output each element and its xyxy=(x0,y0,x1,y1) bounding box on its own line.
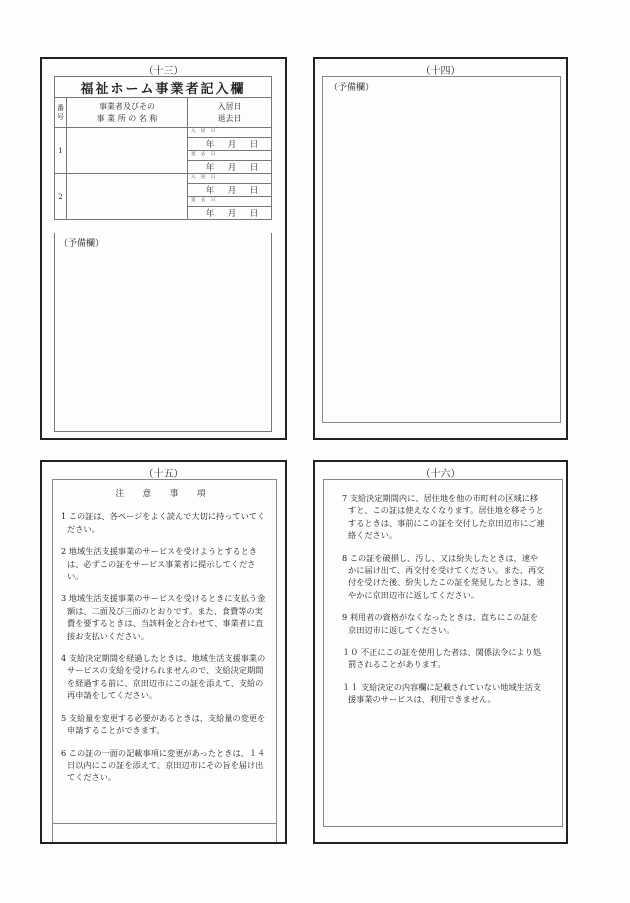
remarks-field[interactable] xyxy=(54,233,272,432)
note-item: 7 支給決定期間内に、居住地を他の市町村の区域に移すと、この証は使えなくなります。居住地を移そうとするときは、事前にこの証を交付した京田辺市にご連絡ください。 xyxy=(342,493,545,541)
page-13 xyxy=(40,57,287,440)
row-number: 1 xyxy=(55,128,67,174)
note-item: 8 この証を破損し、汚し、又は紛失したときは、速やかに届け出て、再交付を受けてください。また、再交付を受けた後、紛失したこの証を発見したときは、速やかに京田辺市に返してください。 xyxy=(342,552,545,600)
move-in-label: 入 居 日 xyxy=(188,174,272,184)
move-out-label: 退 去 日 xyxy=(188,197,272,207)
page-number: （十六） xyxy=(420,469,461,480)
note-item: 6 この証の一面の記載事項に変更があったときは、１４日以内にこの証を添えて、京田辺市にその旨を届け出てください。 xyxy=(61,747,266,783)
move-in-date-field[interactable]: 年 月 日 xyxy=(188,138,272,151)
provider-name-field[interactable] xyxy=(67,174,188,220)
move-in-label: 入 居 日 xyxy=(188,128,272,138)
note-item: 4 支給決定期間を経過したときは、地域生活支援事業のサービスの支給を受けられませんので、支給決定期間を経過する前に、京田辺市にこの証を添えて、支給の再申請をしてください。 xyxy=(61,653,266,701)
page-15 xyxy=(40,460,287,844)
note-item: １１ 支給決定の内容欄に記載されていない地域生活支援事業のサービスは、利用できません。 xyxy=(342,681,542,705)
move-out-label: 退 去 日 xyxy=(188,151,272,161)
note-item: 5 支給量を変更する必要があるときは、支給量の変更を申請することができます。 xyxy=(61,712,266,736)
page-number: （十五） xyxy=(143,469,184,480)
note-item: 1 この証は、各ページをよく読んで大切に持っていてください。 xyxy=(61,511,266,534)
notes-box xyxy=(323,479,563,827)
row-number: 2 xyxy=(55,174,67,220)
move-in-date-field[interactable]: 年 月 日 xyxy=(188,184,272,197)
note-item: 9 利用者の資格がなくなったときは、直ちにこの証を京田辺市に返してください。 xyxy=(342,612,539,635)
page-number: （十四） xyxy=(420,66,461,77)
notes-title: 注 意 事 項 xyxy=(115,489,214,499)
remarks-field[interactable] xyxy=(322,76,561,423)
remarks-label: （予備欄） xyxy=(329,83,375,93)
page-16 xyxy=(313,460,568,844)
welfare-home-provider-table xyxy=(54,76,272,220)
page-number: （十三） xyxy=(143,66,184,77)
note-item: １０ 不正にこの証を使用した者は、関係法令により処罰されることがあります。 xyxy=(342,647,542,670)
move-out-date-field[interactable]: 年 月 日 xyxy=(188,207,272,220)
note-item: 3 地域生活支援事業のサービスを受けるときに支払う金額は、二面及び三面のとおりです。また、食費等の実費を要するときは、当該料金と合わせて、事業者に直接お支払いください。 xyxy=(61,593,266,641)
move-out-date-field[interactable]: 年 月 日 xyxy=(188,161,272,174)
column-header-provider-name: 事業者及びその 事 業 所 の 名 称 xyxy=(67,98,188,128)
column-header-number: 番号 xyxy=(55,98,67,128)
page-14 xyxy=(313,57,568,440)
table-title: 福祉ホーム事業者記入欄 xyxy=(55,77,272,98)
provider-name-field[interactable] xyxy=(67,128,188,174)
remarks-label: （予備欄） xyxy=(59,239,105,249)
bottom-strip xyxy=(52,823,277,842)
column-header-dates: 入居日 退去日 xyxy=(188,98,272,128)
notes-box xyxy=(52,479,277,824)
note-item: 2 地域生活支援事業のサービスを受けようとするときは、必ずこの証をサービス事業者に提示してください。 xyxy=(61,546,258,582)
